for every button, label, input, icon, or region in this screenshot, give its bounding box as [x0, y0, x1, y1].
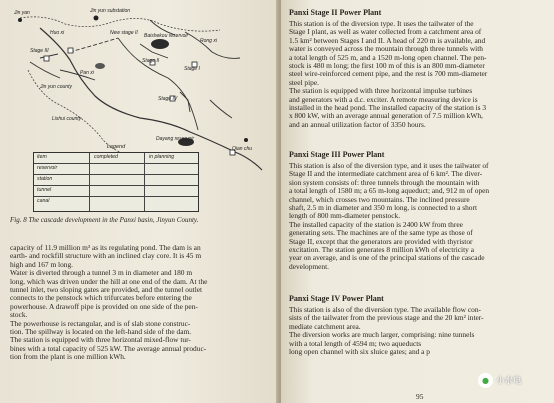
map-label: Dayang reservoir — [156, 136, 195, 142]
map-label: Jin yun substation — [90, 8, 131, 14]
text-line: tunnel inlet, two sloping gates are provided, and the tunnel outlet — [10, 285, 203, 295]
text-line: Water is diverted through a tunnel 3 m in diameter and 180 m — [10, 268, 193, 278]
text-line: a total length of 525 m, and a 1520 m-long open channel. The pen- — [289, 52, 487, 62]
text-line: sists of the tailwater from the previous stage and the 20 km² inter- — [289, 313, 484, 323]
text-line: Stage II, except that the generators are provided with thyristor — [289, 236, 473, 246]
legend-title: Legend — [106, 144, 126, 150]
map-label: Jin yan — [14, 10, 30, 16]
legend-rule — [34, 196, 198, 197]
text-line: tion from the plant is one million kWh. — [10, 352, 126, 362]
stage3-text — [289, 162, 547, 271]
legend-row — [34, 175, 198, 185]
watermark — [478, 371, 544, 389]
stage4-text — [289, 306, 547, 356]
legend-rule — [34, 174, 198, 175]
text-line: excitation. The station generates 8 million kWh of electricity a — [289, 245, 474, 255]
text-line: a total length of 1580 m; a 65 m-long aqueduct; and, 912 m of open — [289, 186, 490, 196]
legend-row — [34, 197, 198, 207]
map-label: Rong xi — [200, 38, 217, 44]
text-line: channel, which crosses two mountains. The inclined pressure — [289, 194, 470, 204]
legend-item: tunnel — [37, 187, 52, 193]
legend-rule — [144, 153, 145, 211]
text-line: This station is also of the diversion type. The available flow con- — [289, 305, 481, 314]
text-line: mediate catchment area. — [289, 321, 361, 331]
map-label: Jin yun county — [40, 84, 72, 90]
text-line: development. — [289, 261, 330, 271]
text-line: steel pipe. — [289, 77, 319, 87]
legend-header: completed — [94, 154, 118, 160]
map-label: Huo xi — [50, 30, 65, 36]
page-number: 95 — [416, 392, 424, 401]
legend-rule — [89, 153, 90, 211]
text-line: The powerhouse is rectangular, and is of slab stone construc- — [10, 318, 191, 328]
text-line: Stage I plant, as well as water collected from a catchment area of — [289, 27, 482, 37]
section-heading: Panxi Stage IV Power Plant — [289, 294, 384, 303]
watermark-text: 小水电 — [496, 376, 522, 386]
text-line: water is conveyed across the mountain through three tunnels with — [289, 44, 483, 54]
cascade-map — [0, 0, 279, 210]
text-line: This station is also of the diversion type, and it uses the tailwater of — [289, 161, 489, 170]
legend-rule — [34, 163, 198, 164]
map-legend — [33, 144, 199, 212]
text-line: high and 167 m long. — [10, 259, 74, 269]
figure-caption: Fig. 8 The cascade development in the Panxi basin, Jinyun County. — [10, 216, 199, 224]
map-label: Stage I — [184, 66, 200, 72]
text-line: shaft, 2.5 m in diameter and 350 m long, is connected to a short — [289, 203, 478, 213]
map-label: New stage II — [110, 30, 138, 36]
map-label: Lishui county — [52, 116, 82, 122]
map-label: Baishekou reservoir — [144, 33, 189, 39]
text-line: 1.5 km² between Stages I and II. A head of 220 m is available, and — [289, 35, 486, 45]
text-line: stock. — [10, 310, 28, 320]
legend-item: station — [37, 176, 53, 182]
text-line: long, which was driven under the hill at one end of the dam. At the — [10, 276, 208, 286]
text-line: x 800 kW, with an average annual generation of 7.5 million kWh, — [289, 111, 483, 121]
text-line: bines with a total capacity of 525 kW. The average annual produc- — [10, 343, 207, 353]
map-label: Stage II — [142, 58, 160, 64]
text-line: connects to the penstock which trifurcates before entering the — [10, 293, 192, 303]
legend-item: reservoir — [37, 165, 58, 171]
text-line: generating sets. The machines are of the same type as those of — [289, 228, 473, 238]
wechat-logo-icon: ● — [478, 373, 493, 388]
text-line: year on average, and is one of the principal stations of the cascade — [289, 253, 485, 263]
text-line: earth- and rockfill structure with an inclined clay core. It is 45 m — [10, 251, 202, 261]
section-heading: Panxi Stage III Power Plant — [289, 150, 385, 159]
text-line: long open channel with six sluice gates; and a p — [289, 347, 431, 357]
text-line: The installed capacity of the station is 2400 kW from three — [289, 219, 463, 229]
text-line: with a total length of 4594 m; two aqueducts — [289, 338, 422, 348]
legend-row — [34, 186, 198, 196]
text-line: steel wire-reinforced cement pipe, and the rest is 700 mm-diameter — [289, 69, 488, 79]
text-line: tion. The spillway is located on the left-hand side of the dam. — [10, 327, 192, 337]
right-page — [281, 0, 554, 403]
text-line: The station is equipped with three horizontal mixed-flow tur- — [10, 335, 191, 345]
legend-header: in planning — [149, 154, 175, 160]
text-line: installed in the head pond. The installed capacity of the station is 3 — [289, 103, 487, 113]
legend-header-row — [34, 153, 198, 163]
text-line: capacity of 11.9 million m³ as its regulating pond. The dam is an — [10, 243, 201, 252]
text-line: and an annual utilization factor of 3350 hours. — [289, 119, 426, 129]
map-label: Pan xi — [80, 70, 94, 76]
text-line: The station is equipped with three horizontal impulse turbines — [289, 86, 473, 96]
text-line: and generators with a d.c. exciter. A remote measuring device is — [289, 94, 478, 104]
map-label: Qian chu — [232, 146, 253, 152]
legend-header: item — [37, 154, 47, 160]
legend-rule — [34, 185, 198, 186]
section-heading: Panxi Stage II Power Plant — [289, 8, 382, 17]
text-line: stock is 480 m long; the first 100 m of this is an 800 mm-diameter — [289, 61, 485, 71]
text-line: length of 800 mm-diameter penstock. — [289, 211, 401, 221]
stage2-text — [289, 20, 547, 129]
legend-row — [34, 164, 198, 174]
text-line: powerhouse. A drawoff pipe is provided on one side of the pen- — [10, 301, 198, 311]
left-body-text — [10, 244, 268, 362]
text-line: Stage II and the intermediate catchment area of 6 km². The diver- — [289, 169, 483, 179]
text-line: sion system consists of: three tunnels through the mountain with — [289, 177, 480, 187]
map-label: Stage IV — [158, 96, 178, 102]
legend-item: canal — [37, 198, 50, 204]
text-line: This station is of the diversion type. It uses the tailwater of the — [289, 19, 474, 28]
map-label: Stage III — [30, 48, 49, 54]
text-line: The diversion works are much larger, comprising: nine tunnels — [289, 330, 475, 340]
